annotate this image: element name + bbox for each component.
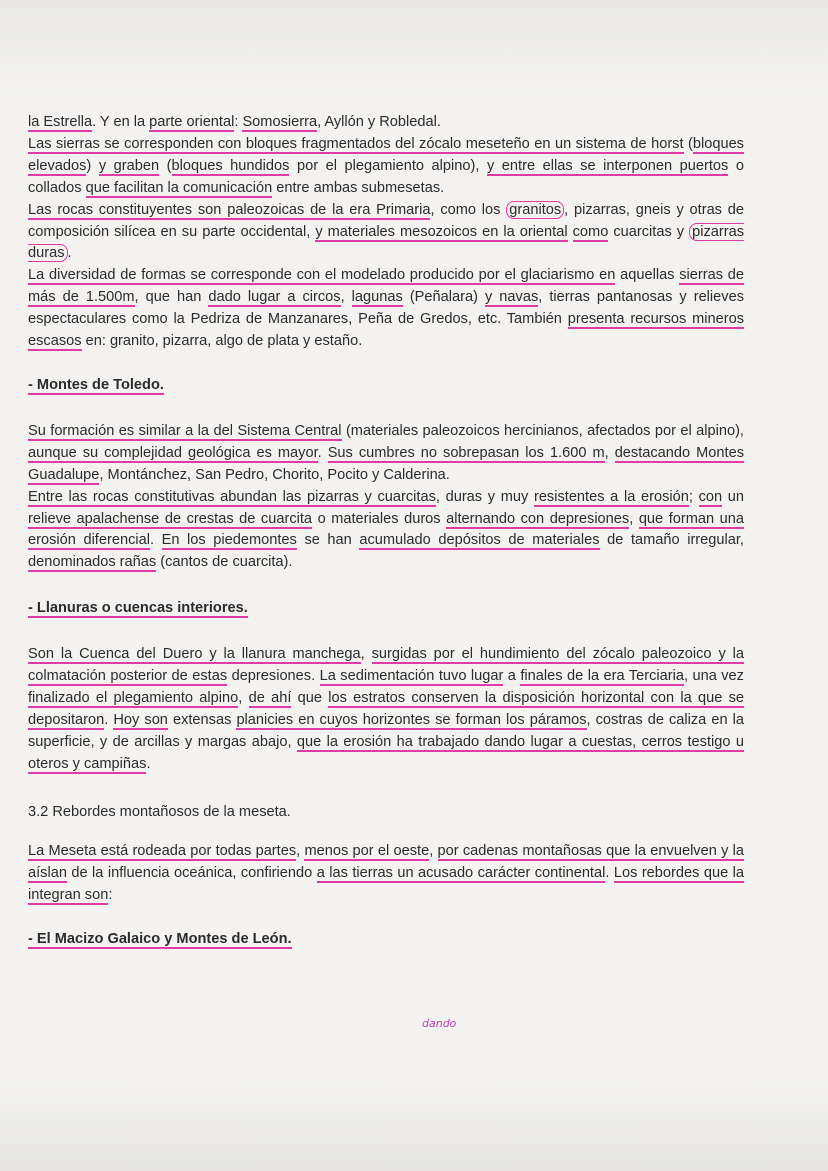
highlight: la Estrella [28, 114, 93, 130]
heading-llanuras [28, 598, 744, 620]
text-run: (cantos de cuarcita). [156, 554, 293, 571]
text-run: , [429, 843, 438, 860]
paragraph-rocas [28, 200, 744, 266]
text-run: o materiales duros [312, 510, 447, 527]
document-body [28, 112, 744, 951]
text-run: , tierras pantanosas y relieves espectaculares como la Pedriza de Manzanares, Peña de Gredos, etc. También [28, 289, 744, 328]
text-run: en: granito, pizarra, algo de plata y estaño. [81, 333, 363, 350]
text-run: ( [159, 157, 172, 174]
text-run: de la influencia oceánica, [66, 865, 241, 882]
highlight: y entre ellas se interponen puertos [486, 157, 729, 174]
highlight: Los rebordes que la integran son [28, 865, 745, 904]
highlight: y navas [484, 289, 539, 306]
heading-montes-toledo [28, 375, 744, 397]
highlight: parte oriental [149, 114, 235, 130]
highlight: La diversidad de formas se corresponde con el modelado producido por el glaciarismo en [28, 267, 616, 284]
highlight: Las rocas constituyentes son paleozoicas de la era Primaria [28, 201, 431, 218]
text-run: . [146, 755, 151, 772]
text-run: depresiones. [227, 668, 320, 685]
highlight: Sus cumbres no sobrepasan los 1.600 m [327, 444, 605, 461]
highlight: dado lugar a circos [208, 289, 341, 306]
text-run: (Peñalara) [402, 289, 485, 306]
section-title-rebordes [28, 802, 744, 824]
highlight: En los piedemontes [161, 532, 297, 549]
text-run: , una vez [683, 668, 744, 685]
text-run: se han [296, 532, 360, 549]
paragraph-montes-formacion [28, 421, 744, 487]
highlight: y materiales mesozoicos en la oriental [315, 223, 568, 240]
text-run: . [149, 532, 162, 549]
highlight: que forman una erosión diferencial [28, 510, 744, 549]
text-run: . [605, 865, 614, 882]
highlight: surgidas por el hundimiento del zócalo paleozoico y la colmatación posterior de estas [28, 646, 745, 685]
text-run: por el plegamiento alpino), [289, 157, 487, 174]
text-run: , [629, 510, 639, 527]
highlight: como [572, 223, 609, 240]
highlight: lagunas [351, 289, 403, 306]
section-title-text: 3.2 Rebordes montañosos de la meseta. [28, 803, 291, 820]
highlight: relieve apalachense de crestas de cuarcita [28, 510, 313, 527]
paragraph-sistema-central-sierras [28, 112, 744, 200]
text-run [568, 224, 573, 240]
text-run: confiriendo [240, 865, 313, 882]
paragraph-montes-rocas [28, 487, 744, 575]
circled-word: pizarras duras [28, 223, 744, 262]
text-run: o collados [28, 157, 744, 196]
text-run: un [722, 488, 744, 505]
highlight: La Meseta está rodeada por todas partes [28, 843, 297, 860]
highlight: con [698, 488, 723, 505]
text-run: . [317, 444, 328, 461]
highlight: acumulado depósitos de materiales [359, 532, 600, 549]
heading-macizo-galaico [28, 929, 744, 951]
highlight: menos por el oeste [304, 843, 430, 860]
highlight: finalizado el plegamiento alpino [28, 689, 239, 706]
heading-text: - Llanuras o cuencas interiores. [28, 600, 248, 617]
heading-text: - Montes de Toledo. [28, 376, 164, 393]
highlight: Somosierra [242, 114, 318, 130]
text-run: aquellas [615, 267, 680, 284]
highlight: Las sierras se corresponden con bloques fragmentados del zócalo meseteño en un sistema de horst [28, 135, 684, 152]
highlight: que la erosión ha trabajado dando lugar a cuestas, cerros testigo u oteros y campiñas [28, 733, 745, 772]
text-run: que [291, 689, 329, 706]
text-run: cuarcitas y [608, 223, 690, 240]
text-run: (materiales paleozoicos hercinianos, afectados por el alpino), [341, 422, 744, 439]
handwritten-note: dando [422, 1017, 457, 1030]
circled-word: granitos [506, 201, 564, 219]
highlight: aunque su complejidad geológica es mayor [28, 444, 318, 461]
text-run: , [360, 646, 372, 663]
text-run: ( [683, 135, 693, 152]
highlight: La sedimentación tuvo lugar [319, 668, 504, 685]
text-run: , costras de caliza en la superficie, y de arcillas y margas abajo, [28, 711, 744, 750]
highlight: planicies en cuyos horizontes se forman los páramos [236, 711, 587, 728]
text-run: , como los [430, 201, 507, 218]
highlight: alternando con depresiones [446, 510, 630, 527]
text-run: ) [86, 157, 99, 174]
text-run: , pizarras, gneis y otras de composición silícea en su parte occidental, [28, 201, 745, 240]
highlight: resistentes a la erosión [533, 488, 689, 505]
highlight: los estratos conserven la disposición horizontal con la que se depositaron [28, 689, 744, 728]
highlight: y graben [98, 157, 160, 174]
text-run: , [340, 289, 352, 306]
highlight: Su formación es similar a la del Sistema Central [28, 422, 342, 439]
highlight: que facilitan la comunicación [85, 179, 273, 196]
text-run: extensas [167, 711, 237, 728]
text-run: : [108, 887, 113, 904]
text-run: a [503, 668, 521, 685]
text-run: , [296, 843, 305, 860]
text-run: , Montánchez, San Pedro, Chorito, Pocito y Calderina. [99, 466, 450, 483]
highlight: Entre las rocas constitutivas abundan las pizarras y cuarcitas [28, 488, 436, 505]
highlight: bloques hundidos [171, 157, 290, 174]
text-run: entre ambas submesetas. [272, 179, 445, 196]
heading-text: - El Macizo Galaico y Montes de León. [28, 931, 292, 948]
text-run: , Ayllón y Robledal. [317, 114, 441, 130]
highlight: destacando Montes Guadalupe [28, 444, 745, 483]
text-run: . [67, 245, 72, 262]
highlight: bloques elevados [28, 135, 744, 174]
text-run: de tamaño irregular, [599, 532, 744, 549]
text-run: ; [688, 488, 699, 505]
highlight: a las tierras un acusado carácter continental [316, 865, 606, 882]
paragraph-formas [28, 265, 744, 353]
highlight: denominados rañas [28, 554, 157, 571]
highlight: Son la Cuenca del Duero y la llanura manchega [28, 646, 361, 663]
text-run: . Y en la [92, 114, 150, 130]
highlight: finales de la era Terciaria [520, 668, 684, 685]
highlight: sierras de más de 1.500m [28, 267, 744, 306]
text-run: , [238, 689, 249, 706]
text-run: . [104, 711, 114, 728]
text-run: , [604, 444, 615, 461]
highlight: presenta recursos mineros escasos [28, 311, 744, 350]
highlight: de ahí [248, 689, 292, 706]
paragraph-rebordes [28, 841, 744, 907]
highlight: por cadenas montañosas que la envuelven y la aíslan [28, 843, 745, 882]
highlight: Hoy son [113, 711, 168, 728]
text-run: , que han [134, 289, 209, 306]
paragraph-llanuras [28, 644, 744, 775]
text-run: , duras y muy [435, 488, 534, 505]
text-run: : [234, 114, 243, 130]
